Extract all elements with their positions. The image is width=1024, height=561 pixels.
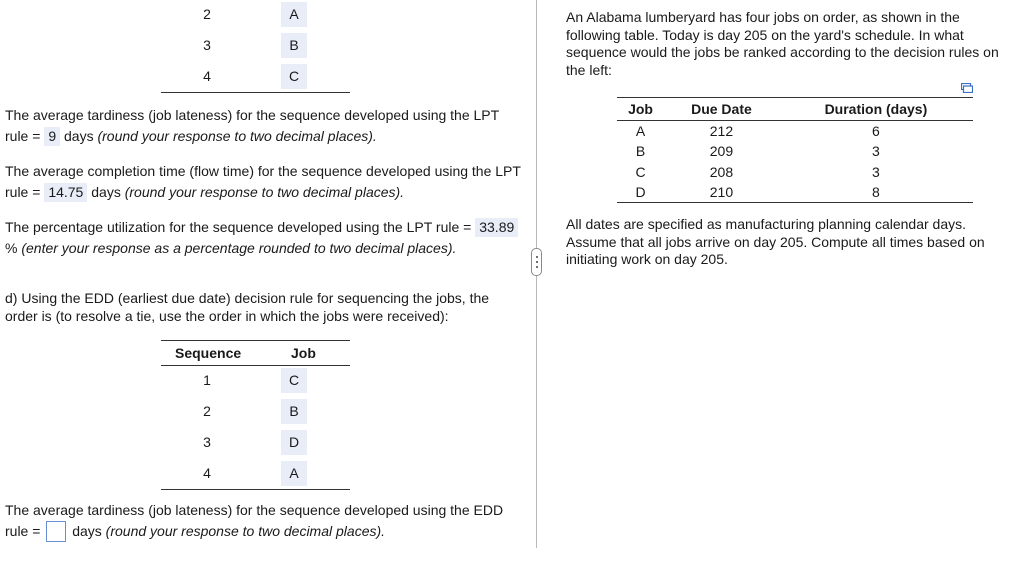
lpt-tardiness-question: The average tardiness (job lateness) for the sequence developed using the LPT rule = 9 days (round your response to two decimal places). <box>5 107 499 144</box>
sequence-number: 3 <box>203 37 211 53</box>
edd-tardiness-input[interactable] <box>46 521 66 542</box>
table-row: 2 B <box>161 397 350 428</box>
edd-question: d) Using the EDD (earliest due date) decision rule for sequencing the jobs, the order is (to resolve a tie, use the order in which the jobs were received): <box>5 290 490 324</box>
job-answer-field[interactable]: C <box>281 368 307 393</box>
lpt-completion-question: The average completion time (flow time) for the sequence developed using the LPT rule = 14.75 days (round your response to two decimal places). <box>5 163 521 200</box>
lpt-completion-answer[interactable]: 14.75 <box>44 183 87 202</box>
job-answer-field[interactable]: D <box>281 430 307 455</box>
lpt-tardiness-answer[interactable]: 9 <box>44 127 60 146</box>
table-row: B 209 3 <box>635 143 880 160</box>
job-answer-field[interactable]: A <box>281 461 307 486</box>
table-row: A 212 6 <box>635 123 880 139</box>
lpt-sequence-table <box>161 0 350 93</box>
resize-handle[interactable] <box>531 248 542 276</box>
table-row <box>161 62 350 93</box>
edd-sequence-table <box>161 340 350 490</box>
table-row <box>161 31 350 62</box>
table-header: Sequence Job <box>161 340 350 366</box>
table-row: 4 A <box>161 459 350 490</box>
copy-icon[interactable] <box>961 83 973 93</box>
job-answer-field[interactable]: A <box>281 2 307 27</box>
edd-tardiness-question: The average tardiness (job lateness) for the sequence developed using the EDD rule = days (round your response to two decimal places). <box>5 500 525 542</box>
lpt-utilization-answer[interactable]: 33.89 <box>475 218 518 237</box>
table-row: D 210 8 <box>617 182 973 203</box>
job-answer-field[interactable]: B <box>281 399 307 424</box>
jobs-table <box>617 97 973 203</box>
table-header: Job Due Date Duration (days) <box>617 98 973 121</box>
lpt-utilization-question: The percentage utilization for the sequence developed using the LPT rule = 33.89 % (enter your response as a percentage rounded to two decimal places). <box>5 217 525 258</box>
problem-intro: An Alabama lumberyard has four jobs on order, as shown in the following table. Today is day 205 on the yard's schedule. In what sequence would the jobs be ranked according to the decision rules on the left: <box>566 9 999 78</box>
job-answer-field[interactable]: C <box>281 64 307 89</box>
job-answer-field[interactable]: B <box>281 33 307 58</box>
table-row: C 208 3 <box>635 163 880 180</box>
table-row <box>161 0 350 31</box>
table-row: 1 C <box>161 366 350 397</box>
table-row: 3 D <box>161 428 350 459</box>
sequence-number: 2 <box>203 6 211 22</box>
problem-note: All dates are specified as manufacturing planning calendar days. Assume that all jobs arrive on day 205. Compute all times based on initiating work on day 205. <box>566 216 985 267</box>
sequence-number: 4 <box>203 68 211 84</box>
